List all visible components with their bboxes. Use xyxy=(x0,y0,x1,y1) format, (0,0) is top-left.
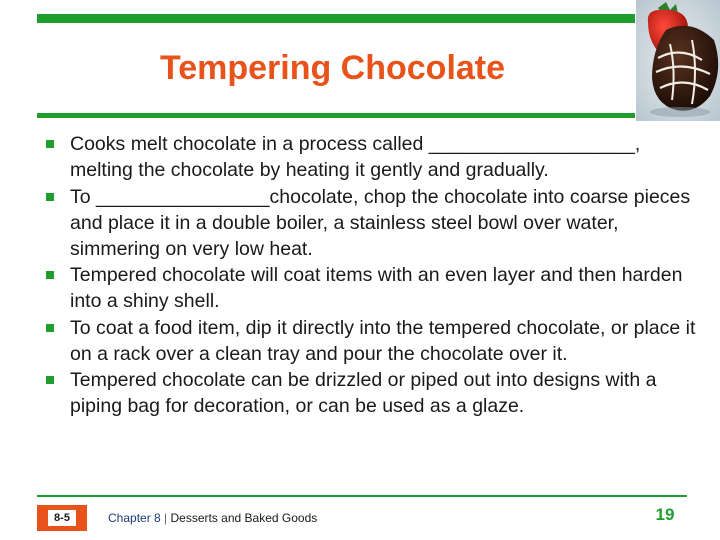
chocolate-strawberry-image xyxy=(636,0,720,121)
square-bullet-icon xyxy=(46,324,54,332)
bullet-text: To ________________chocolate, chop the chocolate into coarse pieces and place it in a double boiler, a stainless steel bowl over water, simmering on very low heat. xyxy=(70,185,691,260)
bullet-text: Tempered chocolate will coat items with an even layer and then harden into a shiny shell. xyxy=(70,264,683,312)
list-item xyxy=(46,367,696,419)
title-divider xyxy=(37,113,635,118)
square-bullet-icon xyxy=(46,376,54,384)
section-badge xyxy=(37,505,87,531)
footer-chapter-info xyxy=(108,511,317,525)
bullet-list xyxy=(46,131,696,420)
square-bullet-icon xyxy=(46,271,54,279)
section-badge-label: 8-5 xyxy=(48,510,76,526)
footer-chapter: Chapter 8 xyxy=(108,511,161,525)
footer-subject: Desserts and Baked Goods xyxy=(170,511,318,525)
bullet-text: To coat a food item, dip it directly into the tempered chocolate, or place it on a rack over a clean tray and pour the chocolate over it. xyxy=(70,316,696,365)
footer-divider xyxy=(37,495,687,497)
list-item xyxy=(46,184,696,262)
list-item xyxy=(46,131,696,183)
square-bullet-icon xyxy=(46,140,54,148)
slide-title: Tempering Chocolate xyxy=(159,49,506,87)
top-accent-bar xyxy=(37,14,635,23)
footer-separator: | xyxy=(160,511,171,525)
list-item xyxy=(46,315,696,367)
square-bullet-icon xyxy=(46,193,54,201)
bullet-text: Cooks melt chocolate in a process called ___________________, melting the chocolate by heating it gently and gradually. xyxy=(70,133,641,181)
page-number: 19 xyxy=(655,505,675,524)
bullet-text: Tempered chocolate can be drizzled or piped out into designs with a piping bag for decoration, or can be used as a glaze. xyxy=(70,369,657,417)
list-item xyxy=(46,262,696,314)
